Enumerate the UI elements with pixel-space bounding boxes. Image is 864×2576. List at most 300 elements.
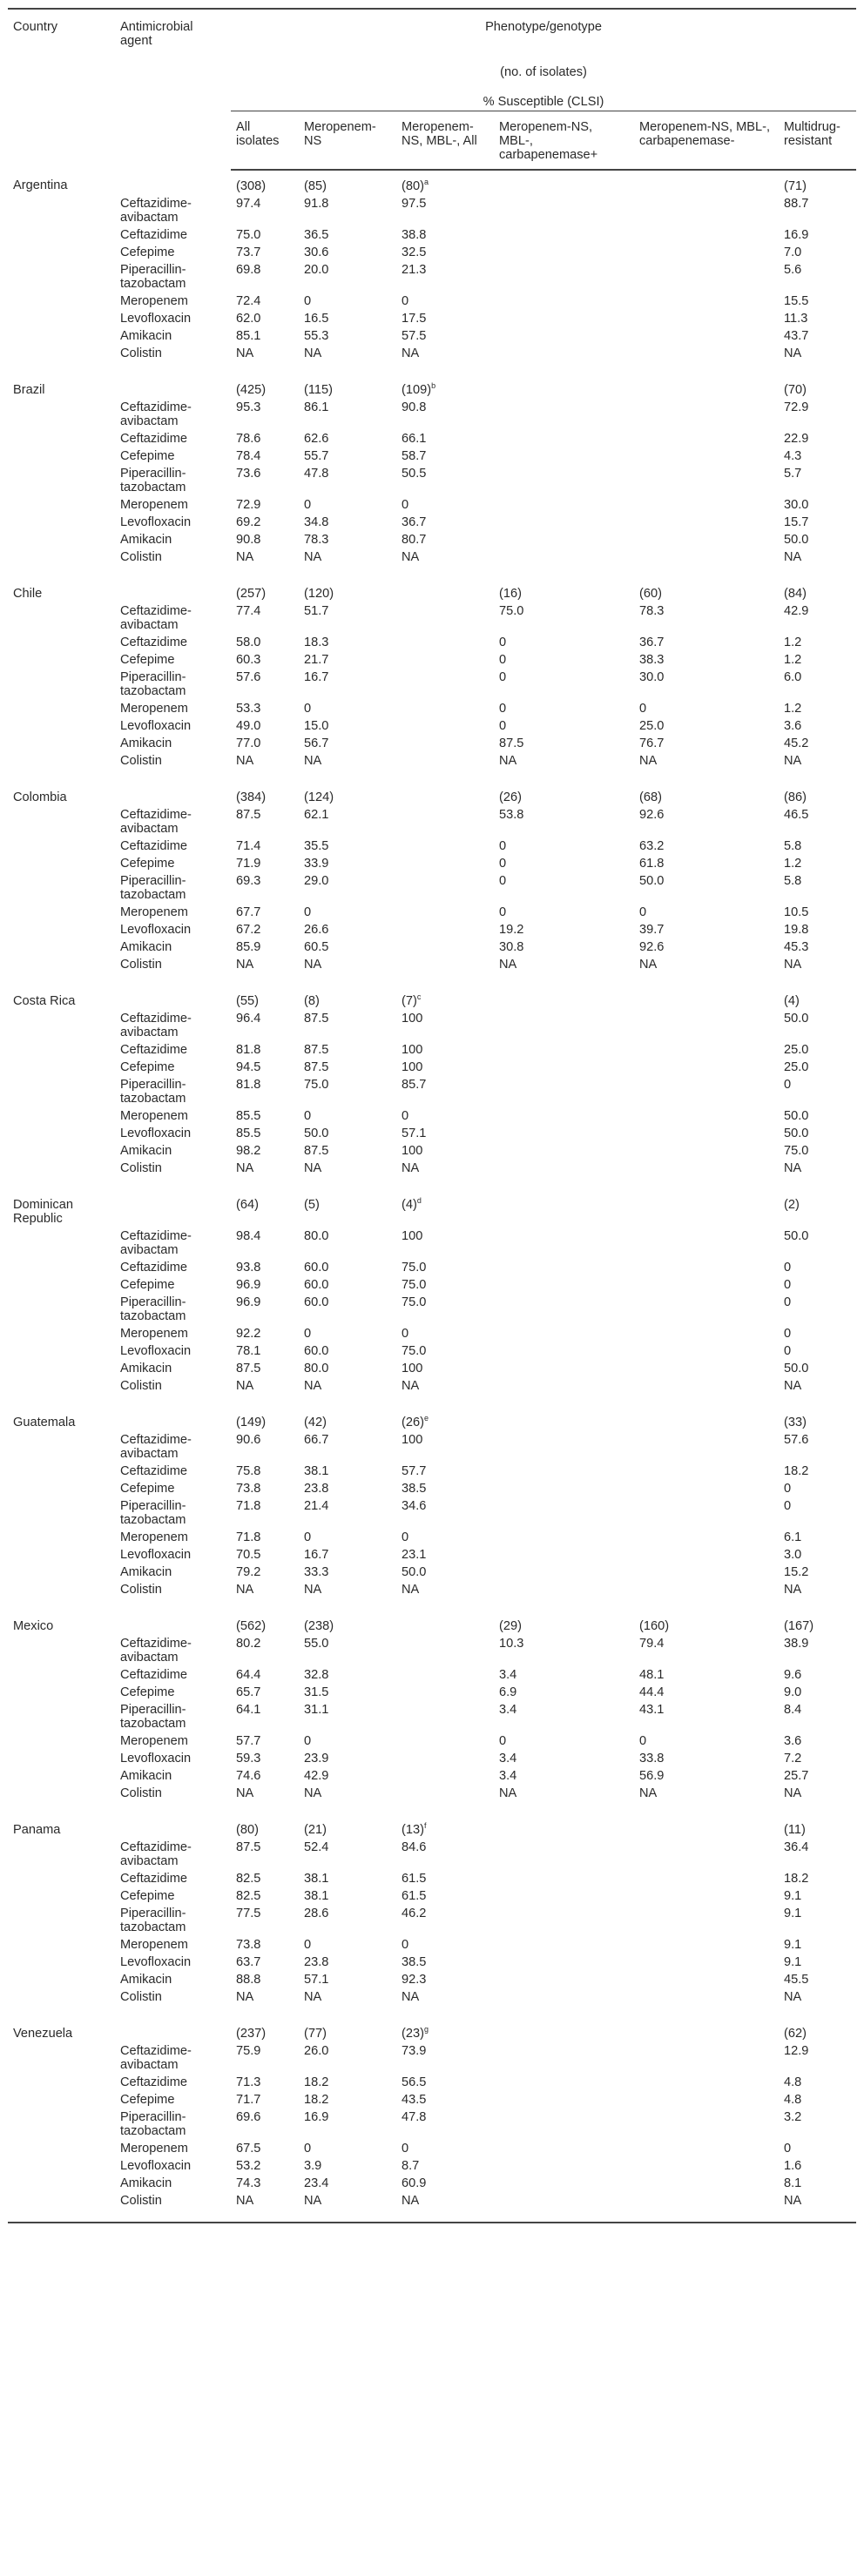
susceptibility-value: 96.9 <box>236 1295 261 1309</box>
agent-name: Ceftazidime <box>120 636 188 649</box>
country-name: Panama <box>13 1823 61 1837</box>
susceptibility-value: 78.3 <box>639 604 665 618</box>
isolate-count-cell <box>396 170 494 195</box>
susceptibility-value <box>494 1463 634 1480</box>
susceptibility-value: 3.4 <box>499 1703 517 1717</box>
susceptibility-value <box>634 345 779 374</box>
table-row <box>8 1839 856 1870</box>
susceptibility-value: NA <box>784 958 802 972</box>
susceptibility-value <box>494 399 634 430</box>
country-name: Guatemala <box>13 1416 76 1429</box>
susceptibility-value <box>634 447 779 465</box>
country-name: Venezuela <box>13 2027 73 2041</box>
country-group <box>8 578 856 782</box>
table-row <box>8 651 856 669</box>
susceptibility-value: NA <box>784 1583 802 1597</box>
susceptibility-value <box>634 1936 779 1954</box>
susceptibility-value <box>634 2192 779 2223</box>
susceptibility-value: NA <box>304 550 322 564</box>
susceptibility-value: 60.3 <box>236 653 261 667</box>
susceptibility-value: 4.3 <box>784 449 802 463</box>
country-cell <box>8 1325 115 1342</box>
isolate-count-cell <box>231 170 299 195</box>
susceptibility-value <box>634 465 779 496</box>
agent-name: Meropenem <box>120 1530 188 1544</box>
susceptibility-value: 60.0 <box>304 1295 329 1309</box>
susceptibility-value <box>634 1107 779 1125</box>
isolate-count: (64) <box>236 1198 259 1212</box>
susceptibility-value: 81.8 <box>236 1043 261 1057</box>
susceptibility-value: NA <box>304 754 322 768</box>
susceptibility-value: 75.0 <box>402 1278 427 1292</box>
susceptibility-value <box>494 430 634 447</box>
agent-name: Ceftazidime-avibactam <box>120 1637 192 1665</box>
table-row <box>8 2074 856 2091</box>
susceptibility-value: 69.6 <box>236 2110 261 2124</box>
susceptibility-value: 76.7 <box>639 736 665 750</box>
footnote-marker: d <box>416 1196 422 1206</box>
susceptibility-value: NA <box>304 1786 322 1800</box>
isolate-count: (257) <box>236 587 267 601</box>
isolate-count: (70) <box>784 383 807 397</box>
agent-name: Ceftazidime-avibactam <box>120 1433 192 1461</box>
agent-name: Ceftazidime <box>120 1668 188 1682</box>
susceptibility-value: NA <box>784 1161 802 1175</box>
susceptibility-value: 38.1 <box>304 1889 329 1903</box>
susceptibility-value: 62.6 <box>304 432 329 446</box>
susceptibility-value: 0 <box>304 1109 312 1123</box>
table-row <box>8 2192 856 2223</box>
susceptibility-value <box>634 2042 779 2074</box>
susceptibility-value: 50.0 <box>784 533 809 547</box>
susceptibility-value: 0 <box>304 702 312 716</box>
susceptibility-value: 85.9 <box>236 940 261 954</box>
isolate-count: (33) <box>784 1416 807 1429</box>
susceptibility-value: 73.8 <box>236 1482 261 1496</box>
susceptibility-value <box>494 244 634 261</box>
agent-name: Colistin <box>120 1161 162 1175</box>
country-cell <box>8 602 115 634</box>
column-header: Multidrug-resistant <box>779 111 856 171</box>
susceptibility-value: 18.2 <box>304 2075 329 2089</box>
susceptibility-value: 92.6 <box>639 940 665 954</box>
table-row <box>8 1954 856 1971</box>
agent-name: Colistin <box>120 1583 162 1597</box>
susceptibility-value <box>634 1276 779 1294</box>
country-header: Country <box>8 9 115 170</box>
susceptibility-value: 57.6 <box>784 1433 809 1447</box>
susceptibility-value <box>494 2109 634 2140</box>
agent-name: Colistin <box>120 1786 162 1800</box>
country-cell <box>8 2157 115 2175</box>
susceptibility-value <box>494 1564 634 1581</box>
susceptibility-value: 36.5 <box>304 228 329 242</box>
table-row <box>8 634 856 651</box>
isolate-count: (80) <box>402 179 424 193</box>
susceptibility-value: 23.8 <box>304 1955 329 1969</box>
susceptibility-value: 18.3 <box>304 636 329 649</box>
susceptibility-value: 6.9 <box>499 1685 517 1699</box>
susceptibility-value: 100 <box>402 1229 423 1243</box>
agent-name: Piperacillin-tazobactam <box>120 1078 186 1106</box>
table-row <box>8 1125 856 1142</box>
isolate-count: (8) <box>304 994 320 1008</box>
agent-name: Cefepime <box>120 449 175 463</box>
susceptibility-value: 16.9 <box>784 228 809 242</box>
isolate-count: (167) <box>784 1619 814 1633</box>
susceptibility-value: NA <box>236 958 254 972</box>
table-row <box>8 1377 856 1407</box>
susceptibility-value: 80.0 <box>304 1229 329 1243</box>
table-row <box>8 2042 856 2074</box>
susceptibility-value: NA <box>304 1161 322 1175</box>
susceptibility-value <box>494 2091 634 2109</box>
susceptibility-value: 79.2 <box>236 1565 261 1579</box>
isolate-count-cell <box>299 782 396 806</box>
susceptibility-value: NA <box>499 1786 517 1800</box>
susceptibility-value: 70.5 <box>236 1548 261 1562</box>
country-cell <box>8 1041 115 1059</box>
susceptibility-value: 50.0 <box>784 1229 809 1243</box>
isolate-count-cell <box>494 1407 634 1431</box>
agent-name: Cefepime <box>120 857 175 871</box>
susceptibility-value: 0 <box>499 874 507 888</box>
table-header <box>8 9 856 170</box>
susceptibility-value: 100 <box>402 1060 423 1074</box>
susceptibility-value: 65.7 <box>236 1685 261 1699</box>
susceptibility-value: NA <box>402 1379 420 1393</box>
isolate-count: (4) <box>784 994 800 1008</box>
susceptibility-value <box>634 399 779 430</box>
susceptibility-value: 12.9 <box>784 2044 809 2058</box>
susceptibility-value: 11.3 <box>784 312 808 326</box>
agent-name: Amikacin <box>120 940 172 954</box>
country-cell <box>8 1259 115 1276</box>
agent-name: Ceftazidime-avibactam <box>120 197 192 225</box>
susceptibility-value: 0 <box>304 2142 312 2156</box>
table-row <box>8 1480 856 1497</box>
country-cell <box>8 514 115 531</box>
susceptibility-value: 48.1 <box>639 1668 665 1682</box>
isolate-count-cell <box>299 985 396 1010</box>
isolate-count: (71) <box>784 179 807 193</box>
isolate-count-cell <box>231 1189 299 1227</box>
susceptibility-value: 87.5 <box>236 808 261 822</box>
agent-name: Levofloxacin <box>120 1752 192 1766</box>
susceptibility-value: 23.9 <box>304 1752 329 1766</box>
susceptibility-value: 50.0 <box>784 1109 809 1123</box>
susceptibility-value <box>396 872 494 904</box>
susceptibility-value <box>396 1750 494 1767</box>
susceptibility-value: 26.0 <box>304 2044 329 2058</box>
susceptibility-value: 9.0 <box>784 1685 802 1699</box>
susceptibility-value: 64.1 <box>236 1703 261 1717</box>
susceptibility-value <box>634 1581 779 1611</box>
susceptibility-value: 18.2 <box>784 1872 809 1886</box>
agent-name: Meropenem <box>120 2142 188 2156</box>
agent-name: Meropenem <box>120 1734 188 1748</box>
susceptibility-value <box>494 1342 634 1360</box>
country-cell <box>8 310 115 327</box>
footnote-marker: f <box>423 1821 427 1831</box>
susceptibility-value: 30.0 <box>639 670 665 684</box>
susceptibility-value: 57.1 <box>402 1127 427 1140</box>
agent-cell <box>115 782 231 806</box>
agent-name: Ceftazidime <box>120 432 188 446</box>
agent-cell <box>115 985 231 1010</box>
susceptibility-value: 64.4 <box>236 1668 261 1682</box>
susceptibility-value: 47.8 <box>402 2110 427 2124</box>
table-row <box>8 430 856 447</box>
susceptibility-value: 43.7 <box>784 329 809 343</box>
table-row <box>8 345 856 374</box>
agent-cell <box>115 1611 231 1635</box>
susceptibility-value: 0 <box>499 670 507 684</box>
susceptibility-value: 61.5 <box>402 1872 427 1886</box>
susceptibility-value <box>494 1988 634 2018</box>
table-row <box>8 1431 856 1463</box>
agent-name: Piperacillin-tazobactam <box>120 874 186 902</box>
susceptibility-value: 56.5 <box>402 2075 427 2089</box>
susceptibility-value <box>634 1377 779 1407</box>
phenotype-header: Phenotype/genotype <box>231 9 856 36</box>
table-row <box>8 327 856 345</box>
isolate-count-row <box>8 1189 856 1227</box>
susceptibility-value: NA <box>499 958 517 972</box>
susceptibility-value: 23.4 <box>304 2176 329 2190</box>
country-name: Brazil <box>13 383 45 397</box>
susceptibility-value: 34.8 <box>304 515 329 529</box>
country-cell <box>8 669 115 700</box>
susceptibility-value: 42.9 <box>304 1769 329 1783</box>
susceptibility-value: 26.6 <box>304 923 329 937</box>
agent-name: Piperacillin-tazobactam <box>120 1907 186 1934</box>
susceptibility-value <box>396 904 494 921</box>
susceptibility-value: NA <box>784 1786 802 1800</box>
susceptibility-value: 25.0 <box>784 1060 809 1074</box>
isolate-count: (120) <box>304 587 334 601</box>
agent-name: Piperacillin-tazobactam <box>120 467 186 494</box>
susceptibility-value <box>396 1635 494 1666</box>
table-row <box>8 2109 856 2140</box>
country-cell <box>8 806 115 837</box>
isolate-count-row <box>8 1814 856 1839</box>
susceptibility-value <box>396 1666 494 1684</box>
susceptibility-value: 71.4 <box>236 839 261 853</box>
susceptibility-value: NA <box>304 1379 322 1393</box>
country-cell <box>8 2175 115 2192</box>
susceptibility-value: NA <box>784 1990 802 2004</box>
susceptibility-value <box>494 1142 634 1160</box>
susceptibility-value <box>494 1227 634 1259</box>
agent-name: Ceftazidime-avibactam <box>120 808 192 836</box>
table-row <box>8 1870 856 1887</box>
susceptibility-value <box>396 669 494 700</box>
agent-name: Cefepime <box>120 653 175 667</box>
susceptibility-value: 0 <box>784 1278 792 1292</box>
isolate-count-cell <box>779 1189 856 1227</box>
susceptibility-value: 72.9 <box>236 498 261 512</box>
susceptibility-value: 7.0 <box>784 245 802 259</box>
country-cell <box>8 1125 115 1142</box>
susceptibility-value <box>494 1294 634 1325</box>
table-row <box>8 1276 856 1294</box>
susceptibility-value: NA <box>396 2192 494 2223</box>
susceptibility-value: 95.3 <box>236 400 261 414</box>
susceptibility-value <box>634 496 779 514</box>
susceptibility-value: 79.4 <box>639 1637 665 1651</box>
susceptibility-value <box>494 2192 634 2223</box>
country-cell <box>8 1666 115 1684</box>
isolate-count: (115) <box>304 383 333 397</box>
susceptibility-value: 57.1 <box>304 1973 329 1987</box>
table-row <box>8 1684 856 1701</box>
susceptibility-value: 0 <box>304 294 312 308</box>
isolate-count: (68) <box>639 790 662 804</box>
country-cell <box>8 548 115 578</box>
susceptibility-value: 43.5 <box>402 2093 427 2107</box>
country-cell <box>8 1701 115 1732</box>
agent-name: Cefepime <box>120 245 175 259</box>
isolate-count-cell <box>494 1189 634 1227</box>
susceptibility-value: 10.3 <box>499 1637 524 1651</box>
susceptibility-value: 87.5 <box>304 1012 329 1026</box>
susceptibility-value <box>634 1564 779 1581</box>
country-cell <box>8 430 115 447</box>
isolate-count-cell <box>299 1611 396 1635</box>
susceptibility-value: 74.6 <box>236 1769 261 1783</box>
susceptibility-value <box>634 1010 779 1041</box>
susceptibility-value: 94.5 <box>236 1060 261 1074</box>
susceptibility-value <box>494 1839 634 1870</box>
agent-name: Ceftazidime-avibactam <box>120 2044 192 2072</box>
country-cell <box>8 399 115 430</box>
susceptibility-value: 69.2 <box>236 515 261 529</box>
susceptibility-value: 75.9 <box>236 2044 261 2058</box>
country-cell <box>8 1276 115 1294</box>
susceptibility-value: 85.1 <box>236 329 261 343</box>
susceptibility-value <box>494 327 634 345</box>
country-group <box>8 985 856 1189</box>
susceptibility-value: 0 <box>402 1109 409 1123</box>
isolate-count: (55) <box>236 994 259 1008</box>
isolate-count-cell <box>494 782 634 806</box>
agent-name: Piperacillin-tazobactam <box>120 1499 186 1527</box>
susceptibility-value: 98.4 <box>236 1229 261 1243</box>
isolate-count: (60) <box>639 587 662 601</box>
susceptibility-value <box>494 531 634 548</box>
country-cell <box>8 1160 115 1189</box>
susceptibility-value: 75.8 <box>236 1464 261 1478</box>
table-row <box>8 261 856 293</box>
isolate-count-cell <box>634 1611 779 1635</box>
isolate-count-cell <box>231 1814 299 1839</box>
isolate-count-cell <box>634 1814 779 1839</box>
susceptibility-value: 43.1 <box>639 1703 665 1717</box>
susceptibility-value: 90.8 <box>402 400 427 414</box>
isolate-count: (238) <box>304 1619 334 1633</box>
susceptibility-value: 98.2 <box>236 1144 261 1158</box>
susceptibility-value <box>494 345 634 374</box>
susceptibility-value: 38.1 <box>304 1464 329 1478</box>
isolate-count-cell <box>634 578 779 602</box>
susceptibility-value: 62.1 <box>304 808 329 822</box>
agent-name: Piperacillin-tazobactam <box>120 2110 186 2138</box>
susceptibility-value: NA <box>639 1786 658 1800</box>
susceptibility-value <box>634 244 779 261</box>
country-cell <box>8 855 115 872</box>
isolate-count: (77) <box>304 2027 327 2041</box>
susceptibility-value: 62.0 <box>236 312 261 326</box>
susceptibility-value <box>634 2175 779 2192</box>
agent-name: Piperacillin-tazobactam <box>120 263 186 291</box>
susceptibility-value: 1.2 <box>784 857 802 871</box>
agent-name: Cefepime <box>120 1889 175 1903</box>
susceptibility-value: 47.8 <box>304 467 329 481</box>
susceptibility-value: 31.1 <box>304 1703 329 1717</box>
susceptibility-value: 16.7 <box>304 670 329 684</box>
susceptibility-value: 30.8 <box>499 940 524 954</box>
isolate-count: (85) <box>304 179 327 193</box>
susceptibility-value <box>494 1954 634 1971</box>
susceptibility-value <box>494 1497 634 1529</box>
table-row <box>8 855 856 872</box>
susceptibility-value: 57.6 <box>236 670 261 684</box>
susceptibility-value <box>634 327 779 345</box>
susceptibility-value: 75.0 <box>236 228 261 242</box>
isolate-count-cell <box>231 985 299 1010</box>
susceptibility-value: 71.8 <box>236 1530 261 1544</box>
susceptibility-value: NA <box>499 754 517 768</box>
country-cell <box>8 634 115 651</box>
susceptibility-value <box>494 2042 634 2074</box>
susceptibility-value: 20.0 <box>304 263 329 277</box>
table-row <box>8 938 856 956</box>
susceptibility-value: 80.2 <box>236 1637 261 1651</box>
susceptibility-value: 58.0 <box>236 636 261 649</box>
country-cell <box>8 261 115 293</box>
susceptibility-value: NA <box>231 2192 299 2223</box>
susceptibility-value: 58.7 <box>402 449 427 463</box>
susceptibility-value: 97.5 <box>402 197 427 211</box>
agent-name: Piperacillin-tazobactam <box>120 1703 186 1731</box>
agent-name: Colistin <box>120 1379 162 1393</box>
susceptibility-value: 81.8 <box>236 1078 261 1092</box>
table-row <box>8 602 856 634</box>
susceptibility-value <box>396 938 494 956</box>
country-cell <box>8 226 115 244</box>
susceptibility-value: 45.2 <box>784 736 809 750</box>
susceptibility-value: NA <box>779 2192 856 2223</box>
country-group <box>8 374 856 578</box>
country-cell <box>8 1905 115 1936</box>
susceptibility-value: 15.0 <box>304 719 329 733</box>
agent-name: Colistin <box>115 2192 231 2223</box>
susceptibility-value <box>634 226 779 244</box>
isolate-count: (2) <box>784 1198 800 1212</box>
susceptibility-value <box>634 548 779 578</box>
susceptibility-value: 0 <box>499 636 507 649</box>
susceptibility-value: 0 <box>784 1327 792 1341</box>
susceptibility-value: 90.8 <box>236 533 261 547</box>
isolate-count: (308) <box>236 179 267 193</box>
isolate-count-cell <box>396 1189 494 1227</box>
country-cell <box>8 1142 115 1160</box>
isolate-count-cell <box>494 170 634 195</box>
isolate-count-row <box>8 1611 856 1635</box>
susceptibility-value: 93.8 <box>236 1261 261 1275</box>
susceptibility-value: 71.3 <box>236 2075 261 2089</box>
